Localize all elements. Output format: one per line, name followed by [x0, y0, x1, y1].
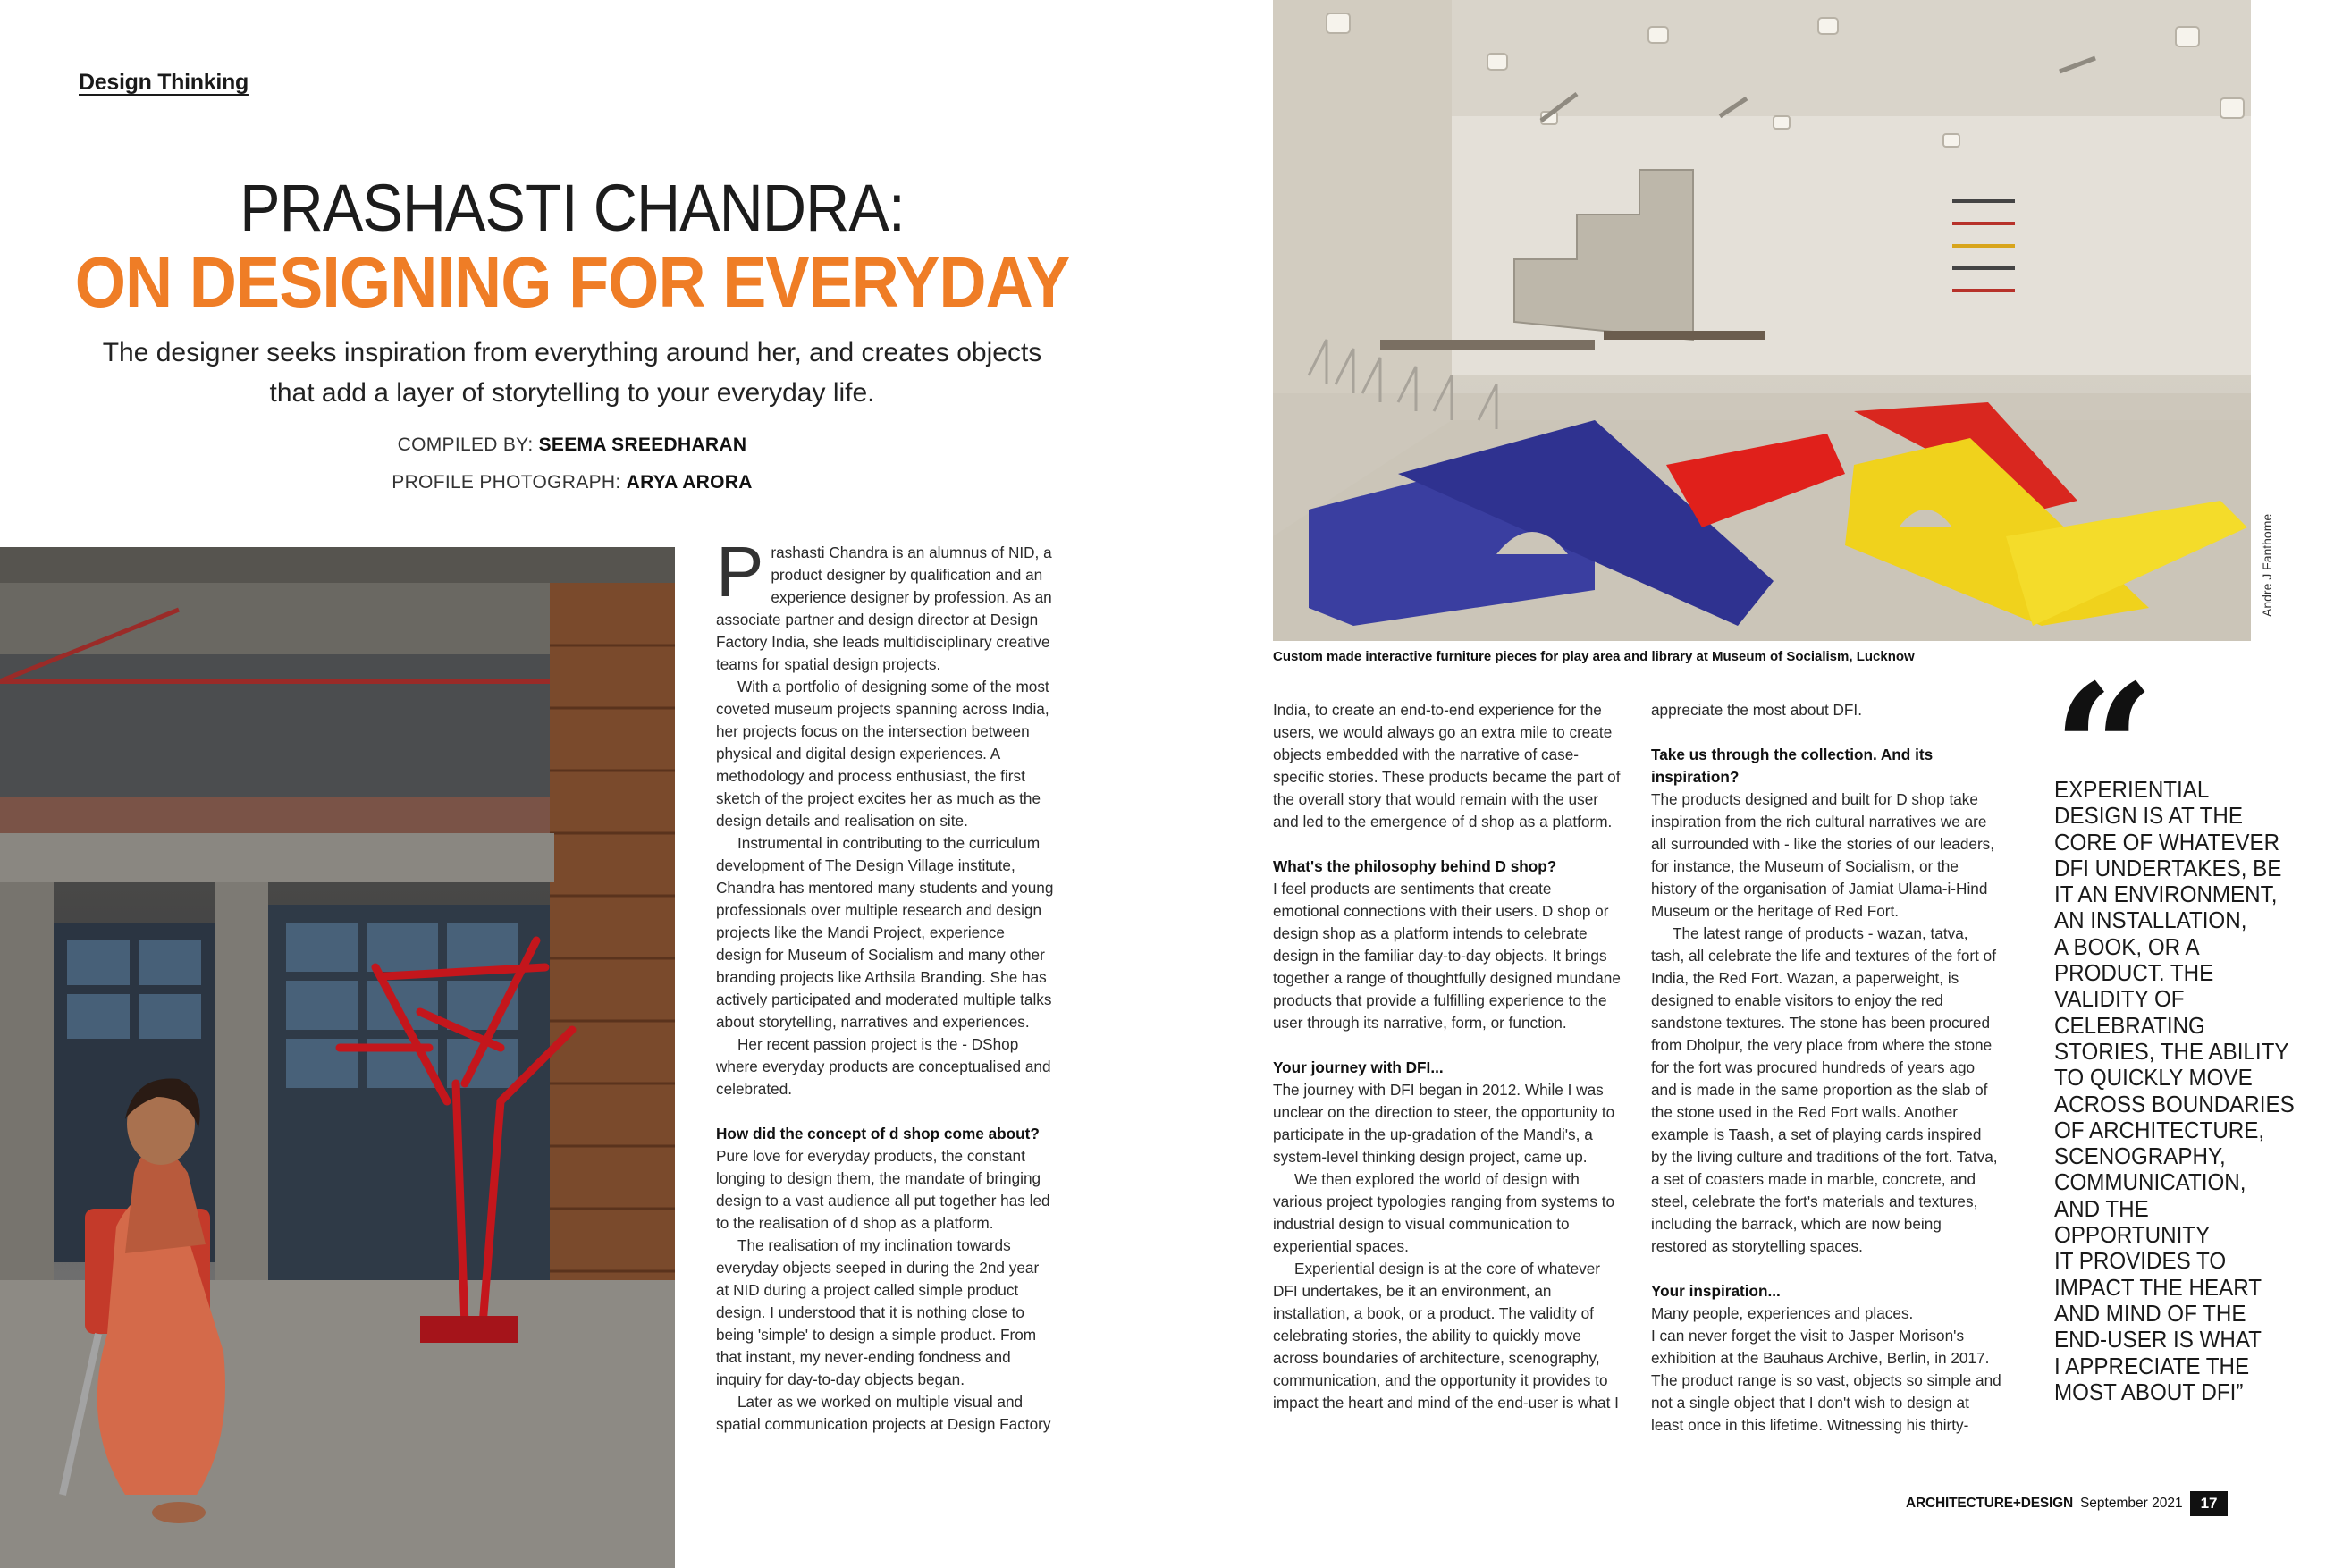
body-column-3	[1651, 699, 2001, 1437]
paragraph: Many people, experiences and places.	[1651, 1304, 1914, 1322]
pull-quote-line: OPPORTUNITY	[2054, 1221, 2211, 1249]
credit-photo-label: PROFILE PHOTOGRAPH:	[392, 472, 621, 493]
issue-date: September 2021	[2079, 1496, 2183, 1511]
pull-quote-line: END-USER IS WHAT	[2054, 1326, 2262, 1353]
section-tag: Design Thinking	[79, 70, 249, 95]
pull-quote-line: COMMUNICATION,	[2054, 1168, 2246, 1196]
question-heading: Your inspiration...	[1651, 1282, 1781, 1300]
pull-quote-line: PRODUCT. THE	[2054, 959, 2214, 987]
museum-interior-photograph	[1273, 0, 2251, 641]
standfirst	[98, 333, 1046, 413]
paragraph: Later as we worked on multiple visual and spatial communication projects at Design Factory	[716, 1393, 1051, 1433]
pull-quote-line: A BOOK, OR A	[2054, 932, 2200, 960]
pull-quote-line: STORIES, THE ABILITY	[2054, 1037, 2289, 1065]
paragraph: The realisation of my inclination towards everyday objects seeped in during the 2nd year at NID during a project called simple product design. I understood that it is nothing close to being 'simple' to design a simple product. From that instant, my never-ending fondness and inquiry for day-to-day objects began.	[716, 1236, 1040, 1388]
paragraph: Pure love for everyday products, the constant longing to design them, the mandate of bringing design to a vast audience all put together has led to the realisation of d shop as a platform.	[716, 1147, 1050, 1232]
question-heading: What's the philosophy behind D shop?	[1273, 857, 1557, 875]
paragraph: The products designed and built for D shop take inspiration from the rich cultural narratives we are all surrounded with - like the stories of our leaders, for instance, the Museum of Socialism, or the history of the organisation of Jamiat Ulama-i-Hind Museum or the heritage of Red Fort.	[1651, 790, 1995, 920]
credit-compiled-name: SEEMA SREEDHARAN	[538, 434, 747, 455]
paragraph: We then explored the world of design with various project typologies ranging from systems to industrial design to visual communication to experiential spaces.	[1273, 1170, 1615, 1255]
question-heading: Take us through the collection. And its inspiration?	[1651, 746, 1934, 786]
pull-quote-line: OF ARCHITECTURE,	[2054, 1116, 2265, 1143]
pull-quote-line: DESIGN IS AT THE	[2054, 802, 2243, 830]
photo-credit: Andre J Fanthome	[2260, 513, 2274, 617]
magazine-name: ARCHITECTURE+DESIGN	[1906, 1496, 2073, 1511]
pull-quote-line: AND MIND OF THE	[2054, 1299, 2246, 1327]
quote-mark-icon	[2052, 679, 2155, 778]
museum-interior-illustration	[1273, 0, 2251, 641]
drop-cap: P	[716, 532, 764, 611]
paragraph: The journey with DFI began in 2012. While I was unclear on the direction to steer, the opportunity to participate in the up-gradation of the Mandi's, a system-level thinking design project, came up.	[1273, 1081, 1615, 1166]
paragraph: rashasti Chandra is an alumnus of NID, a product designer by qualification and an experience designer by profession. As an associate partner and design director at Design Factory India, she leads multidisciplinary creative teams for spatial design projects.	[716, 544, 1052, 673]
title-line-2: ON DESIGNING FOR EVERYDAY	[74, 242, 1070, 322]
body-column-1	[716, 532, 1054, 1436]
credit-photo-name: ARYA ARORA	[626, 472, 753, 493]
credit-photo	[0, 472, 1144, 493]
credit-compiled	[0, 434, 1144, 456]
profile-photo-illustration	[0, 547, 675, 1568]
pull-quote-line: MOST ABOUT DFI”	[2054, 1378, 2244, 1405]
pull-quote-line: SCENOGRAPHY,	[2054, 1142, 2226, 1170]
paragraph: Instrumental in contributing to the curriculum development of The Design Village institute, Chandra has mentored many students and young professionals over multiple research and design projects like the Mandi Project, experience design for Museum of Socialism and many other branding projects like Arthsila Branding. She has actively participated and moderated multiple talks about storytelling, narratives and experiences.	[716, 834, 1054, 1031]
paragraph: India, to create an end-to-end experience for the users, we would always go an extra mile to create objects embedded with the narrative of case-specific stories. These products became the part of the overall story that would remain with the user and led to the emergence of d shop as a platform.	[1273, 701, 1621, 830]
paragraph: I feel products are sentiments that create emotional connections with their users. D shop or design shop as a platform intends to celebrate design in the familiar day-to-day objects. It brings together a range of thoughtfully designed mundane products that provide a fulfilling experience to the user through its narrative, form, or function.	[1273, 880, 1621, 1032]
pull-quote-line: CORE OF WHATEVER	[2054, 828, 2280, 856]
pull-quote-line: IT PROVIDES TO	[2054, 1247, 2227, 1275]
page-number: 17	[2190, 1491, 2229, 1516]
pull-quote-line: VALIDITY OF	[2054, 985, 2185, 1013]
question-heading: How did the concept of d shop come about?	[716, 1125, 1040, 1142]
question-heading: Your journey with DFI...	[1273, 1058, 1444, 1076]
paragraph: The latest range of products - wazan, tatva, tash, all celebrate the life and textures of the fort of India, the Red Fort. Wazan, a paperweight, is designed to enable visitors to enjoy the red sandstone textures. The stone has been procured from Dholpur, the very place from where the stone for the fort was procured hundreds of years ago and is made in the same proportion as the slab of the stone used in the Red Fort walls. Another example is Taash, a set of playing cards inspired by the living culture and traditions of the fort. Tatva, a set of coasters made in marble, concrete, and steel, celebrate the fort's materials and textures, including the barrack, which are now being restored as storytelling spaces.	[1651, 924, 1998, 1255]
page-footer	[1906, 1491, 2228, 1516]
paragraph: appreciate the most about DFI.	[1651, 701, 1862, 719]
pull-quote	[2054, 776, 2295, 1405]
pull-quote-line: CELEBRATING	[2054, 1011, 2205, 1039]
body-column-2	[1273, 699, 1622, 1414]
pull-quote-line: IMPACT THE HEART	[2054, 1273, 2262, 1301]
pull-quote-line: AN INSTALLATION,	[2054, 906, 2247, 934]
profile-photograph	[0, 547, 675, 1568]
standfirst-line-1: The designer seeks inspiration from everything around her, and creates objects	[102, 338, 1042, 367]
pull-quote-line: ACROSS BOUNDARIES	[2054, 1090, 2295, 1117]
credit-compiled-label: COMPILED BY:	[397, 434, 534, 455]
standfirst-line-2: that add a layer of storytelling to your everyday life.	[269, 378, 875, 408]
paragraph: Experiential design is at the core of whatever DFI undertakes, be it an environment, an installation, a book, or a product. The validity of celebrating stories, the ability to quickly move across boundaries of architecture, scenography, communication, and the opportunity it provides to impact the heart and mind of the end-user is what I	[1273, 1260, 1619, 1412]
paragraph: I can never forget the visit to Jasper Morison's exhibition at the Bauhaus Archive, Berlin, in 2017. The product range is so vast, objects so simple and not a single object that I don't wish to design at least once in this lifetime. Witnessing his thirty-	[1651, 1327, 2001, 1434]
pull-quote-line: AND THE	[2054, 1194, 2149, 1222]
paragraph: With a portfolio of designing some of the most coveted museum projects spanning across India, her projects focus on the intersection between physical and digital design experiences. A methodology and process enthusiast, the first sketch of the project excites her as much as the design details and realisation on site.	[716, 678, 1049, 830]
pull-quote-line: I APPRECIATE THE	[2054, 1352, 2250, 1379]
pull-quote-line: DFI UNDERTAKES, BE	[2054, 854, 2282, 881]
pull-quote-line: EXPERIENTIAL	[2054, 776, 2210, 803]
pull-quote-line: TO QUICKLY MOVE	[2054, 1064, 2253, 1092]
paragraph: Her recent passion project is the - DShop where everyday products are conceptualised and celebrated.	[716, 1035, 1051, 1098]
pull-quote-line: IT AN ENVIRONMENT,	[2054, 881, 2278, 908]
title-line-1: PRASHASTI CHANDRA:	[240, 171, 905, 245]
photo-caption: Custom made interactive furniture pieces for play area and library at Museum of Socialism, Lucknow	[1273, 649, 1915, 664]
